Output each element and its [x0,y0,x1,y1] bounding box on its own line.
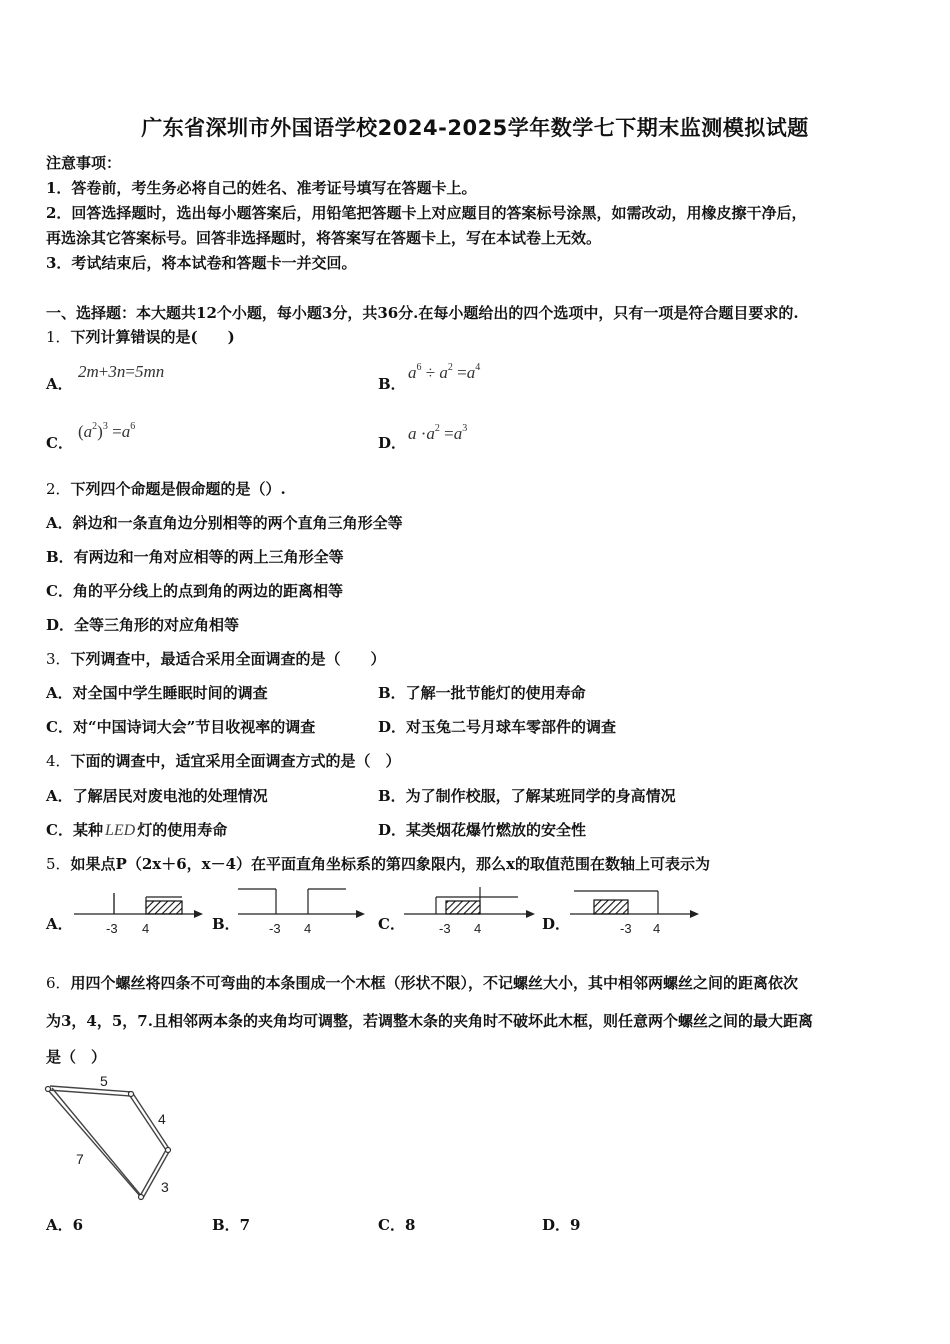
question-6-stem-line2: 为3，4，5，7.且相邻两本条的夹角均可调整，若调整木条的夹角时不破坏此木框，则任意两个螺丝之间的最大距离 [46,1012,813,1030]
page-title: 广东省深圳市外国语学校2024-2025学年数学七下期末监测模拟试题 [141,116,809,140]
notice-heading: 注意事项： [46,154,122,172]
q5-option-d-numberline [568,883,704,939]
notice-item: 1．答卷前，考生务必将自己的姓名、准考证号填写在答题卡上。 [46,179,477,197]
q2-option-d: D．全等三角形的对应角相等 [46,616,240,634]
q6-wooden-frame-figure [40,1072,190,1202]
q6-option-c: C．8 [378,1216,416,1234]
question-6-stem-line3: 是（ ） [46,1048,107,1066]
q5-option-b-label: B． [212,915,240,933]
notice-item: 3．考试结束后，将本试卷和答题卡一并交回。 [46,254,357,272]
svg-text:3: 3 [161,1179,169,1195]
q4-option-a: A．了解居民对废电池的处理情况 [46,787,268,805]
section-heading: 一、选择题：本大题共12个小题，每小题3分，共36分.在每小题给出的四个选项中，只有一项是符合题目要求的. [46,304,799,322]
q5-option-a-numberline [72,883,204,939]
q6-option-a: A．6 [46,1216,84,1234]
q3-option-d: D．对玉兔二号月球车零部件的调查 [378,718,617,736]
q5-option-c-numberline [402,883,538,939]
question-5-stem: 5．如果点P（2x＋6，x－4）在平面直角坐标系的第四象限内，那么x的取值范围在数轴上可表示为 [46,855,710,873]
q6-option-d: D．9 [542,1216,581,1234]
q1-option-a-label: A． [46,375,73,393]
notice-item: 再选涂其它答案标号。回答非选择题时，将答案写在答题卡上，写在本试卷上无效。 [46,229,602,247]
q5-option-b-numberline [236,883,368,939]
q4-option-b: B．为了制作校服，了解某班同学的身高情况 [378,787,676,805]
q1-option-b-label: B． [378,375,406,393]
svg-text:5: 5 [100,1073,108,1089]
q1-option-d-label: D． [378,434,407,452]
q5-option-d-label: D． [542,915,571,933]
question-1-stem: 1．下列计算错误的是( ) [46,328,235,346]
q1-option-d-math: $a \cdot a^2 =a^3$ [408,423,468,443]
q1-option-c-label: C． [46,434,73,452]
svg-text:-3: -3 [106,921,118,936]
svg-text:4: 4 [304,921,312,936]
svg-text:4: 4 [158,1111,166,1127]
q3-option-c: C．对“中国诗词大会”节目收视率的调查 [46,718,316,736]
svg-text:7: 7 [76,1151,84,1167]
q1-option-a-math: 2m+3n=5mn [78,362,165,381]
q1-option-b-math: $a^6 \div a^2 =a^4$ [408,362,481,382]
q2-option-a: A．斜边和一条直角边分别相等的两个直角三角形全等 [46,514,403,532]
notice-item: 2．回答选择题时，选出每小题答案后，用铅笔把答题卡上对应题目的答案标号涂黑，如需改动，用橡皮擦干净后， [46,204,807,222]
question-6-stem: 6．用四个螺丝将四条不可弯曲的本条围成一个木框（形状不限），不记螺丝大小，其中相邻两螺丝之间的距离依次 [46,974,799,992]
q3-option-b: B．了解一批节能灯的使用寿命 [378,684,586,702]
q4-option-d: D．某类烟花爆竹燃放的安全性 [378,821,587,839]
svg-text:-3: -3 [620,921,632,936]
svg-text:-3: -3 [269,921,281,936]
svg-text:4: 4 [142,921,150,936]
q3-option-a: A．对全国中学生睡眠时间的调查 [46,684,268,702]
q5-option-c-label: C． [378,915,405,933]
svg-text:4: 4 [474,921,482,936]
q4-option-c: C．某种 LED 灯的使用寿命 [46,821,228,839]
question-4-stem: 4．下面的调查中，适宜采用全面调查方式的是（ ） [46,752,401,770]
q2-option-c: C．角的平分线上的点到角的两边的距离相等 [46,582,343,600]
question-3-stem: 3．下列调查中，最适合采用全面调查的是（ ） [46,650,386,668]
svg-text:4: 4 [653,921,661,936]
q5-option-a-label: A． [46,915,73,933]
q2-option-b: B．有两边和一角对应相等的两上三角形全等 [46,548,344,566]
q6-option-b: B．7 [212,1216,251,1234]
question-2-stem: 2．下列四个命题是假命题的是（）. [46,480,286,498]
q1-option-c-math: $(a^2)^3 =a^6$ [78,421,136,441]
svg-text:-3: -3 [439,921,451,936]
